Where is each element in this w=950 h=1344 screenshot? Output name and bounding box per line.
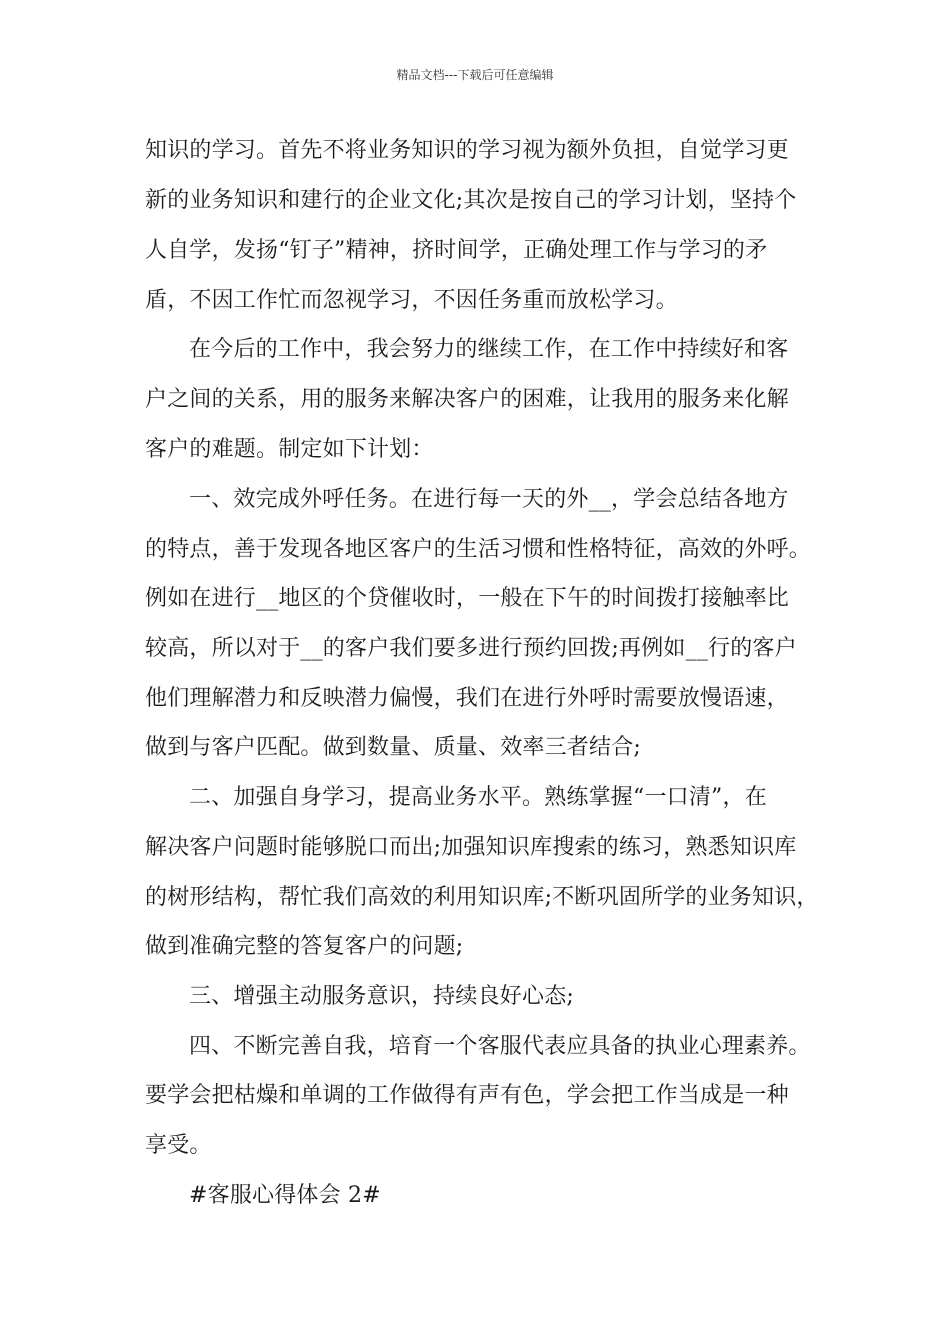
text-line: 要学会把枯燥和单调的工作做得有声有色，学会把工作当成是一种 — [145, 1083, 789, 1108]
text-line: 较高，所以对于__的客户我们要多进行预约回拨;再例如__行的客户 — [145, 636, 797, 661]
text-line: 二、加强自身学习，提高业务水平。熟练掌握“一口清”，在 — [189, 785, 767, 810]
text-line: 知识的学习。首先不将业务知识的学习视为额外负担，自觉学习更 — [145, 138, 789, 163]
text-line: 做到准确完整的答复客户的问题; — [145, 934, 464, 959]
text-line: 的特点，善于发现各地区客户的生活习惯和性格特征，高效的外呼。 — [145, 537, 812, 562]
text-line: 例如在进行__地区的个贷催收时，一般在下午的时间拨打接触率比 — [145, 586, 790, 611]
text-line: 盾，不因工作忙而忽视学习，不因任务重而放松学习。 — [145, 288, 678, 313]
text-line: 一、效完成外呼任务。在进行每一天的外__，学会总结各地方 — [189, 487, 789, 512]
text-line: 户之间的关系，用的服务来解决客户的困难，让我用的服务来化解 — [145, 387, 789, 412]
text-line: 三、增强主动服务意识，持续良好心态; — [189, 984, 575, 1009]
text-line: 新的业务知识和建行的企业文化;其次是按自己的学习计划，坚持个 — [145, 188, 797, 213]
text-line: 解决客户问题时能够脱口而出;加强知识库搜索的练习，熟悉知识库 — [145, 835, 797, 860]
text-line: 人自学，发扬“钉子”精神，挤时间学，正确处理工作与学习的矛 — [145, 238, 768, 263]
page-header: 精品文档---下载后可任意编辑 — [396, 68, 554, 82]
text-line: 客户的难题。制定如下计划： — [145, 437, 434, 462]
text-line: 享受。 — [145, 1133, 212, 1158]
text-line: 做到与客户匹配。做到数量、质量、效率三者结合; — [145, 735, 642, 760]
text-line: 四、不断完善自我，培育一个客服代表应具备的执业心理素养。 — [189, 1034, 811, 1059]
text-line: 在今后的工作中，我会努力的继续工作，在工作中持续好和客 — [189, 337, 789, 362]
text-line: 他们理解潜力和反映潜力偏慢，我们在进行外呼时需要放慢语速， — [145, 686, 789, 711]
section-heading: #客服心得体会 2# — [189, 1183, 381, 1208]
text-line: 的树形结构，帮忙我们高效的利用知识库;不断巩固所学的业务知识， — [145, 885, 819, 910]
